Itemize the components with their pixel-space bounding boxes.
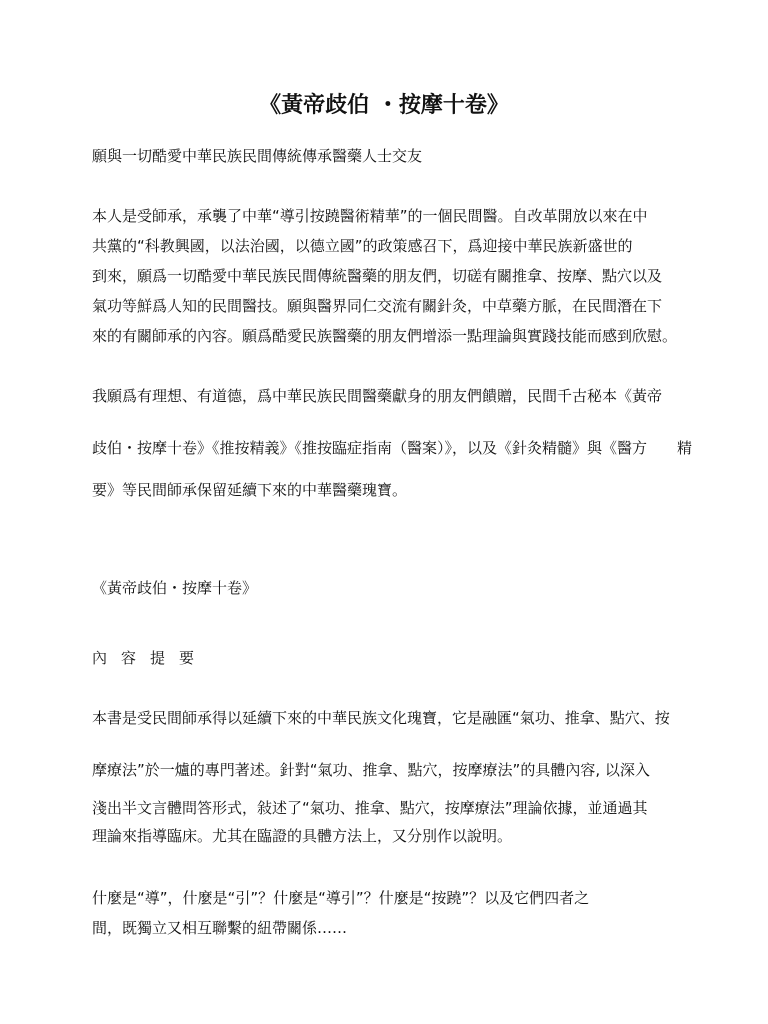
questions-line-1: 什麼是“導”，什麼是“引”？什麼是“導引”？什麼是“按蹺”？以及它們四者之	[92, 889, 590, 907]
paragraph1-line-1: 本人是受師承，承襲了中華“導引按蹺醫術精華”的一個民間醫。自改革開放以來在中	[92, 207, 648, 225]
paragraph1-line-2: 共黨的“科教興國，以法治國，以德立國”的政策感召下，爲迎接中華民族新盛世的	[92, 237, 633, 255]
paragraph2-line-2: 歧伯・按摩十卷》《推按精義》《推按臨症指南（醫案）》，以及《針灸精髓》與《醫方 精	[92, 439, 693, 457]
summary-line-2: 摩療法”於一爐的專門著述。針對“氣功、推拿、點穴，按摩療法”的具體內容, 以深入	[92, 761, 650, 779]
book-title: 《黃帝歧伯・按摩十卷》	[92, 579, 258, 597]
section-heading: 內容提要	[92, 649, 209, 667]
summary-line-3: 淺出半文言體問答形式，敍述了“氣功、推拿、點穴，按摩療法”理論依據，並通過其	[92, 799, 648, 817]
paragraph1-line-4: 氣功等鮮爲人知的民間醫技。願與醫界同仁交流有關針灸，中草藥方脈，在民間潛在下	[92, 297, 663, 315]
dedication-line: 願與一切酷愛中華民族民間傳統傳承醫藥人士交友	[92, 147, 423, 165]
paragraph2-line-1: 我願爲有理想、有道德，爲中華民族民間醫藥獻身的朋友們饋贈，民間千古秘本《黃帝	[92, 387, 663, 405]
questions-line-2: 間，既獨立又相互聯繫的紐帶關係……	[92, 919, 348, 937]
paragraph1-line-5: 來的有關師承的內容。願爲酷愛民族醫藥的朋友們增添一點理論與實踐技能而感到欣慰。	[92, 327, 678, 345]
paragraph2-line-3: 要》等民間師承保留延續下來的中華醫藥瑰寶。	[92, 481, 408, 499]
paragraph1-line-3: 到來，願爲一切酷愛中華民族民間傳統醫藥的朋友們，切磋有關推拿、按摩、點穴以及	[92, 267, 663, 285]
summary-line-4: 理論來指導臨床。尤其在臨證的具體方法上，又分別作以說明。	[92, 827, 513, 845]
summary-line-1: 本書是受民間師承得以延續下來的中華民族文化瑰寶，它是融匯“氣功、推拿、點穴、按	[92, 709, 670, 727]
document-title: 《黃帝歧伯 ・按摩十卷》	[259, 93, 509, 118]
